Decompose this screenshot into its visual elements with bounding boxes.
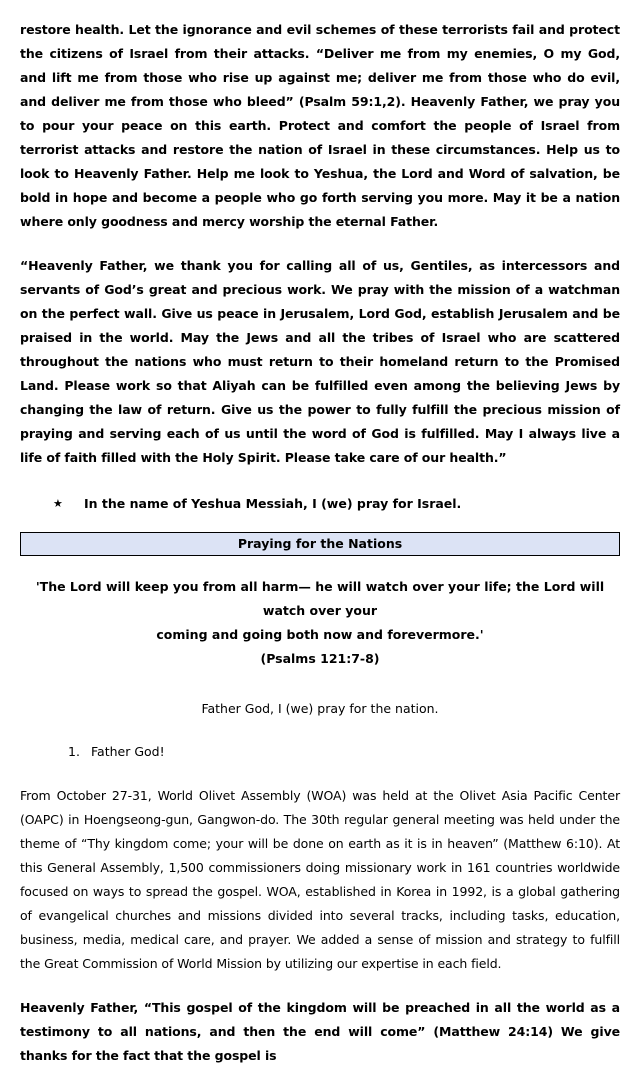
nation-prayer-intro: Father God, I (we) pray for the nation. [201, 701, 439, 716]
star-icon: ★ [53, 497, 63, 510]
verse-reference: (Psalms 121:7-8) [260, 651, 380, 666]
paragraph-gentiles-prayer: “Heavenly Father, we thank you for calling all of us, Gentiles, as intercessors and servants of God’s great and precious work. We pray with the mission of a watchman on the perfect wall. Give us peace in Jerusalem, Lord God, establish Jerusalem and be praised in the world. May the Jews and all the tribes of Israel who are scattered throughout the nations who must return to their homeland return to the Promised Land. Please work so that Aliyah can be fulfilled even among the believing Jews by changing the law of return. Give us the power to fully fulfill the precious mission of praying and serving each of us until the word of God is fulfilled. May I always live a life of faith filled with the Holy Spirit. Please take care of our health.” [20, 258, 620, 465]
paragraph-gospel-thanks: Heavenly Father, “This gospel of the kingdom will be preached in all the world as a testimony to all nations, and then the end will come” (Matthew 24:14) We give thanks for the fact that the gospel is [20, 1000, 620, 1063]
star-bullet-line [20, 492, 620, 516]
section-header-nations [20, 532, 620, 556]
star-bullet-text: In the name of Yeshua Messiah, I (we) pray for Israel. [84, 496, 462, 511]
paragraph-woa-assembly: From October 27-31, World Olivet Assembly (WOA) was held at the Olivet Asia Pacific Center (OAPC) in Hoengseong-gun, Gangwon-do. The 30th regular general meeting was held under the theme of “Thy kingdom come; your will be done on earth as it is in heaven” (Matthew 6:10). At this General Assembly, 1,500 commissioners doing missionary work in 161 countries worldwide focused on ways to spread the gospel. WOA, established in Korea in 1992, is a global gathering of evangelical churches and missions divided into several tracks, including tasks, education, business, media, medical care, and prayer. We added a sense of mission and strategy to fulfill the Great Commission of World Mission by utilizing our expertise in each field. [20, 788, 620, 971]
list-item-number: 1. [68, 744, 80, 759]
paragraph-israel-prayer: restore health. Let the ignorance and evil schemes of these terrorists fail and protect the citizens of Israel from their attacks. “Deliver me from my enemies, O my God, and lift me from those who rise up against me; deliver me from those who do evil, and deliver me from those who bleed” (Psalm 59:1,2). Heavenly Father, we pray you to pour your peace on this earth. Protect and comfort the people of Israel from terrorist attacks and restore the nation of Israel in these circumstances. Help us to look to Heavenly Father. Help me look to Yeshua, the Lord and Word of salvation, be bold in hope and become a people who go forth serving you more. May it be a nation where only goodness and mercy worship the eternal Father. [20, 22, 620, 229]
section-title: Praying for the Nations [237, 536, 403, 551]
list-item [20, 740, 620, 764]
verse-line-1: 'The Lord will keep you from all harm— he will watch over your life; the Lord will watch over your [35, 579, 605, 618]
verse-line-2: coming and going both now and forevermore.' [156, 627, 484, 642]
document-page [20, 18, 620, 1068]
verse-quote [20, 575, 620, 671]
list-item-text: Father God! [91, 744, 165, 759]
